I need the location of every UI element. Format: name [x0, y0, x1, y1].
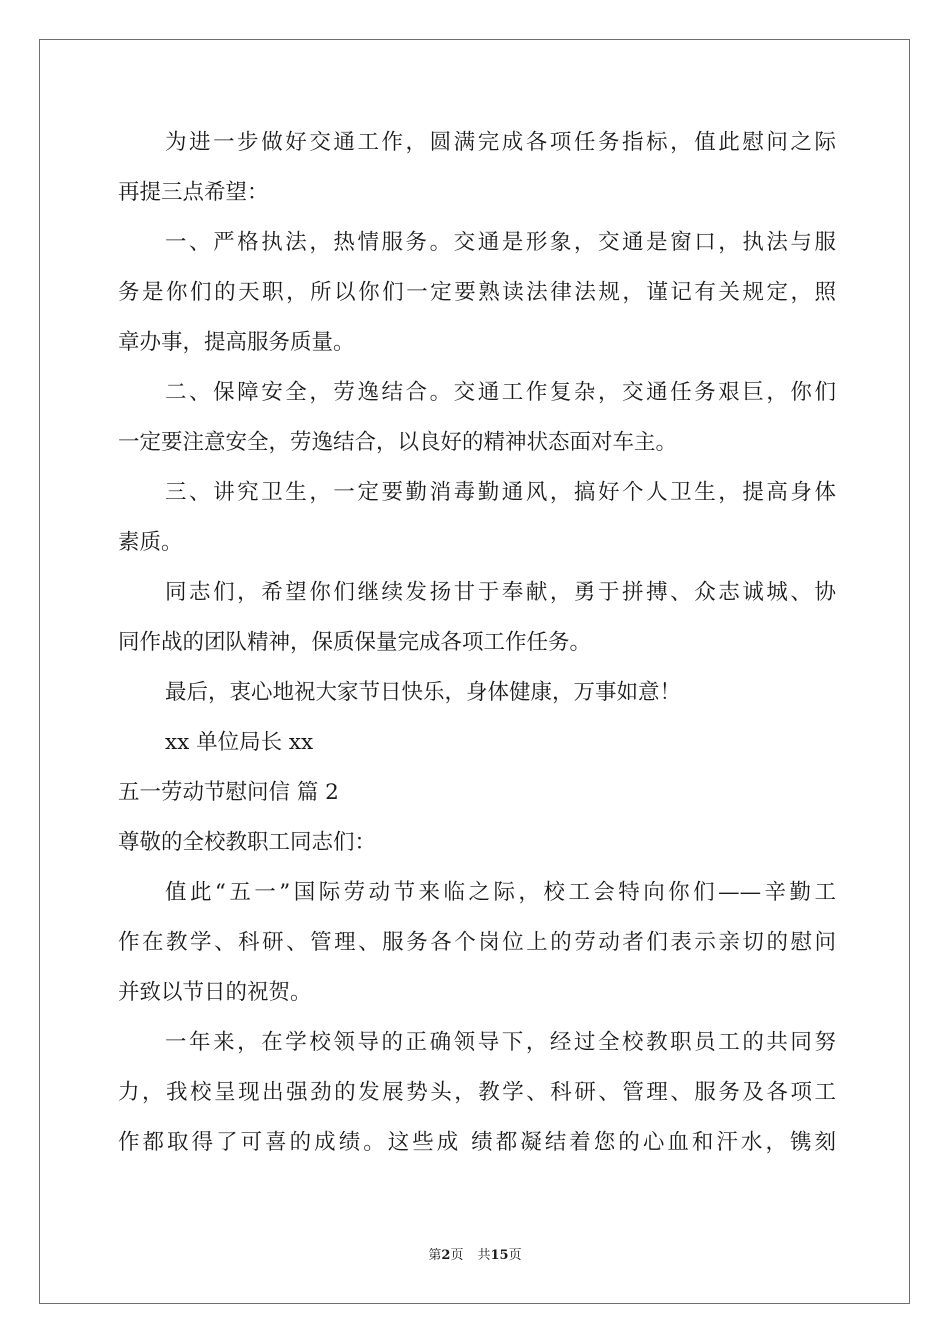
paragraph-line: 素质。 [118, 530, 183, 555]
total-suffix: 页 [508, 1248, 522, 1263]
paragraph-line: 为进一步做好交通工作，圆满完成各项任务指标，值此慰问之际 [165, 130, 836, 155]
page-suffix: 页 [450, 1248, 464, 1263]
signature-line: xx 单位局长 xx [165, 730, 314, 755]
total-pages: 15 [490, 1248, 509, 1263]
paragraph-line: 并致以节日的祝贺。 [118, 980, 312, 1005]
paragraph-line: 务是你们的天职，所以你们一定要熟读法律法规，谨记有关规定，照 [118, 280, 836, 305]
paragraph-line: 一、严格执法，热情服务。交通是形象，交通是窗口，执法与服 [165, 230, 836, 255]
section-heading: 五一劳动节慰问信 篇 2 [118, 780, 339, 805]
paragraph-line: 作都取得了可喜的成绩。这些成 绩都凝结着您的心血和汗水，镌刻 [118, 1130, 836, 1155]
paragraph-line: 二、保障安全，劳逸结合。交通工作复杂，交通任务艰巨，你们 [165, 380, 836, 405]
paragraph-line: 最后，衷心地祝大家节日快乐，身体健康，万事如意！ [165, 680, 682, 705]
paragraph-line: 三、讲究卫生，一定要勤消毒勤通风，搞好个人卫生，提高身体 [165, 480, 836, 505]
paragraph-line: 再提三点希望： [118, 180, 269, 205]
paragraph-line: 力，我校呈现出强劲的发展势头，教学、科研、管理、服务及各项工 [118, 1080, 836, 1105]
total-prefix: 共 [477, 1248, 491, 1263]
page-number: 2 [441, 1248, 451, 1263]
salutation: 尊敬的全校教职工同志们： [118, 830, 377, 855]
paragraph-line: 同志们，希望你们继续发扬甘于奉献，勇于拼搏、众志诚城、协 [165, 580, 836, 605]
page-prefix: 第 [428, 1248, 442, 1263]
paragraph-line: 值此“五一”国际劳动节来临之际，校工会特向你们——辛勤工 [165, 880, 836, 905]
paragraph-line: 章办事，提高服务质量。 [118, 330, 355, 355]
paragraph-line: 一定要注意安全，劳逸结合，以良好的精神状态面对车主。 [118, 430, 678, 455]
page-footer [0, 1247, 950, 1265]
paragraph-line: 作在教学、科研、管理、服务各个岗位上的劳动者们表示亲切的慰问 [118, 930, 836, 955]
paragraph-line: 同作战的团队精神，保质保量完成各项工作任务。 [118, 630, 592, 655]
paragraph-line: 一年来，在学校领导的正确领导下，经过全校教职员工的共同努 [165, 1030, 836, 1055]
